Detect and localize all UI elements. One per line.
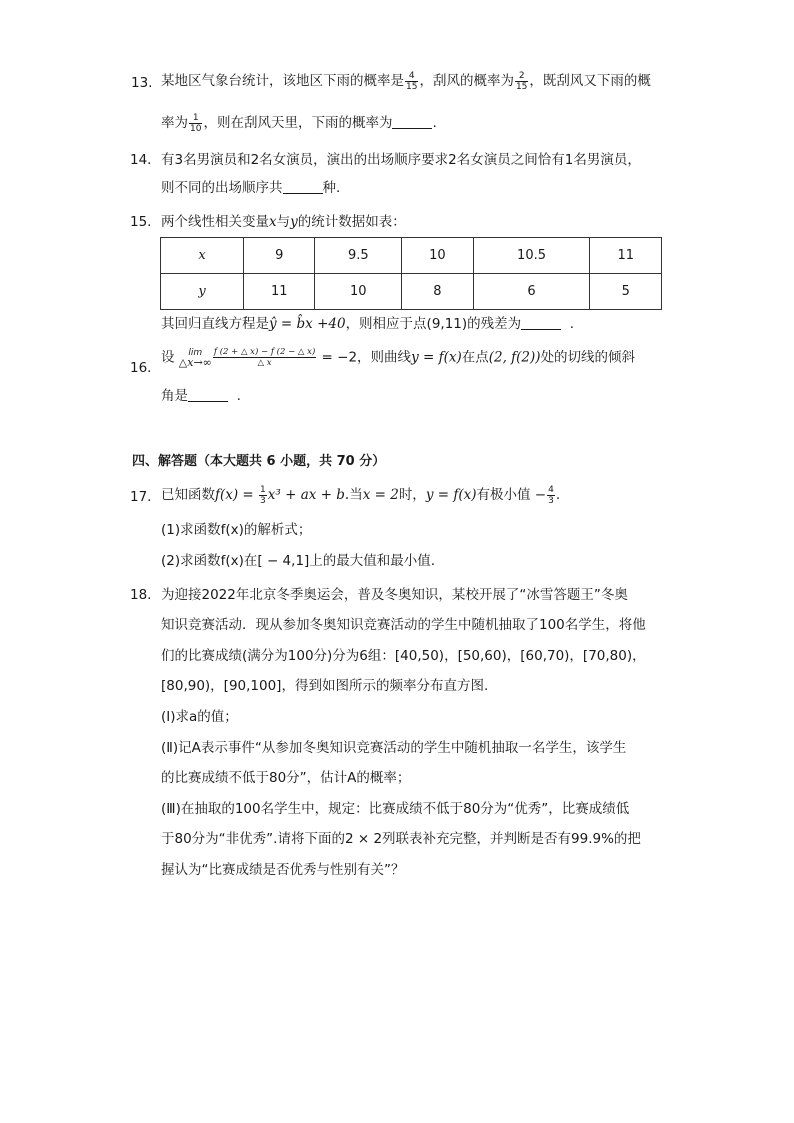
table-cell: 10.5	[473, 238, 590, 274]
question-number: 15.	[130, 214, 152, 230]
table-row	[161, 238, 662, 274]
fraction: $\frac{2}{15}$	[515, 70, 528, 92]
section-heading: 四、解答题（本大题共 6 小题，共 70 分）	[132, 454, 386, 469]
table-cell: 9	[244, 238, 315, 274]
table-cell: 5	[590, 274, 662, 310]
fraction: $\frac{f (2 + \triangle x) - f (2 - \triangle x)}{\triangle x}$	[213, 347, 316, 368]
question-number: 17.	[130, 489, 152, 505]
question-15-line-2: 其回归直线方程是ŷ = b̂x +40，则相应于点(9,11)的残差为 .	[161, 316, 575, 332]
table-cell: 11	[590, 238, 662, 274]
fraction: $\frac{1}{3}$	[260, 484, 266, 506]
question-18-part-3c: 握认为“比赛成绩是否优秀与性别有关”？	[161, 862, 405, 878]
table-row	[161, 274, 662, 310]
question-16-line-2: 角是 .	[161, 388, 241, 404]
table-cell: 8	[402, 274, 473, 310]
table-cell: 10	[315, 274, 402, 310]
table-cell: x	[161, 238, 244, 274]
question-18-line-2: 知识竞赛活动．现从参加冬奥知识竞赛活动的学生中随机抽取了100名学生，将他	[161, 617, 646, 633]
question-17-part-1: (1)求函数f(x)的解析式；	[161, 522, 312, 538]
table-cell: 9.5	[315, 238, 402, 274]
fraction: $\frac{1}{10}$	[190, 112, 202, 134]
question-18-line-1: 为迎接2022年北京冬季奥运会，普及冬奥知识，某校开展了“冰雪答题王”冬奥	[161, 587, 628, 603]
question-18-part-2b: 的比赛成绩不低于80分”，估计A的概率；	[161, 770, 411, 786]
question-18-part-3a: (Ⅲ)在抽取的100名学生中，规定：比赛成绩不低于80分为“优秀”，比赛成绩低	[161, 801, 630, 817]
question-18-part-1: (Ⅰ)求a的值；	[161, 709, 238, 725]
question-14-line-1: 有3名男演员和2名女演员，演出的出场顺序要求2名女演员之间恰有1名男演员，	[161, 152, 641, 168]
question-18-part-2a: (Ⅱ)记A表示事件“从参加冬奥知识竞赛活动的学生中随机抽取一名学生，该学生	[161, 740, 627, 756]
question-number: 14.	[130, 152, 152, 168]
table-cell: 10	[402, 238, 473, 274]
answer-blank[interactable]	[521, 315, 561, 330]
table-cell: y	[161, 274, 244, 310]
question-18-line-4: [80,90)，[90,100]，得到如图所示的频率分布直方图.	[161, 678, 489, 694]
fraction: $\frac{4}{15}$	[406, 70, 418, 92]
question-13-line-1: 某地区气象台统计，该地区下雨的概率是 $\frac{4}{15}$ ，刮风的概率为 $\frac{2}{15}$ ，既刮风又下雨的概	[161, 70, 651, 92]
limit-notation: lim △x→∞	[178, 347, 212, 369]
question-17-part-2: (2)求函数f(x)在[ − 4,1]上的最大值和最小值.	[161, 553, 436, 569]
question-13-line-2: 率为 $\frac{1}{10}$ ，则在刮风天里，下雨的概率为 .	[161, 112, 437, 134]
statistics-table	[160, 237, 662, 310]
answer-blank[interactable]	[188, 387, 228, 402]
question-16-line-1: 设 lim △x→∞ $\frac{f (2 + \triangle x) - f (2 - \triangle x)}{\triangle x}$ = −2，则曲线y = f(x)在点(2, f(2))处的切线的倾斜	[161, 347, 636, 369]
question-number: 18.	[130, 587, 152, 603]
answer-blank[interactable]	[392, 114, 432, 129]
answer-blank[interactable]	[283, 179, 323, 194]
question-number: 16.	[130, 360, 152, 376]
question-18-part-3b: 于80分为“非优秀”.请将下面的2 × 2列联表补充完整，并判断是否有99.9%的把	[161, 831, 641, 847]
question-17-line-1: 已知函数f(x) = $\frac{1}{3}$ x³ + ax + b.当x = 2时，y = f(x)有极小值 − $\frac{4}{3}$ .	[161, 484, 561, 506]
table-cell: 6	[473, 274, 590, 310]
question-15-line-1: 两个线性相关变量x与y的统计数据如表：	[161, 214, 406, 230]
fraction: $\frac{4}{3}$	[548, 484, 554, 506]
table-cell: 11	[244, 274, 315, 310]
question-number: 13.	[131, 75, 153, 91]
question-14-line-2: 则不同的出场顺序共 种.	[161, 180, 341, 196]
question-18-line-3: 们的比赛成绩(满分为100分)分为6组：[40,50)，[50,60)，[60,70)，[70,80)，	[161, 648, 646, 664]
